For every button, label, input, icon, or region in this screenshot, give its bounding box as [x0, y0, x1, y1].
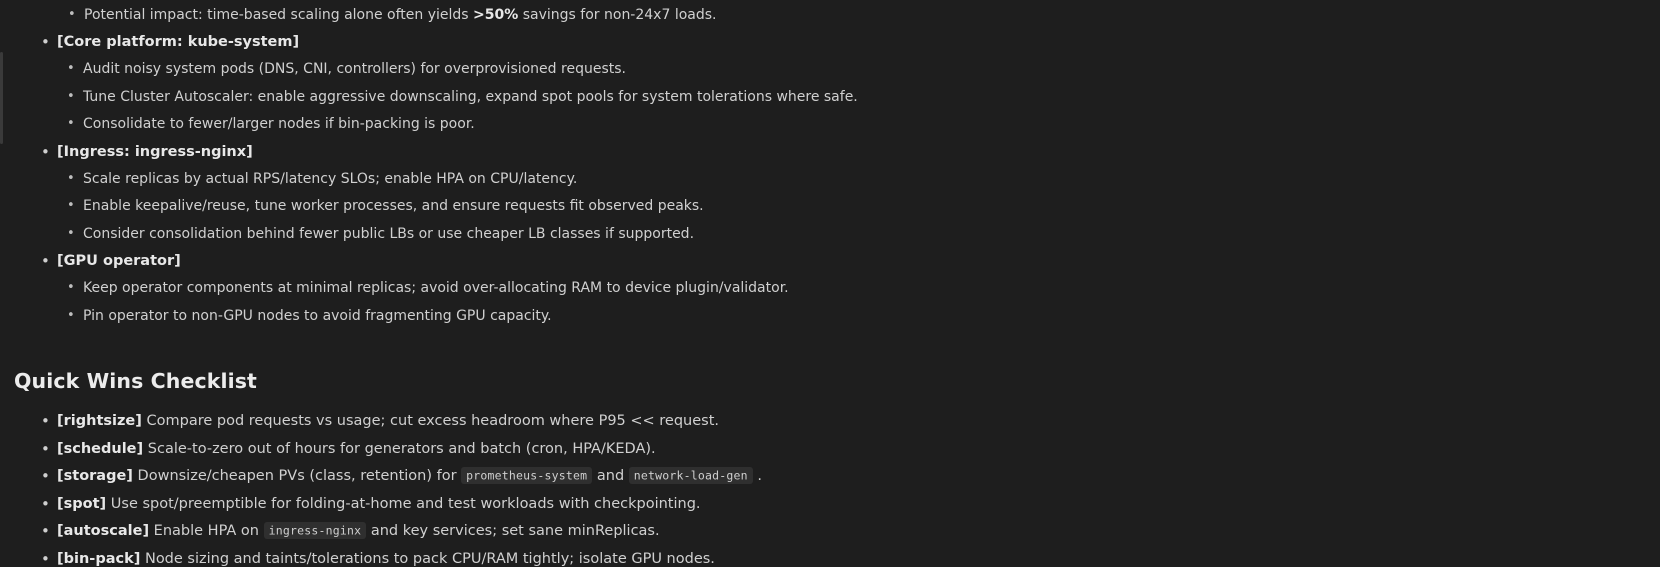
list-item [14, 411, 1660, 432]
checklist-item-label: [bin-pack] [57, 550, 141, 567]
list-item [57, 59, 1660, 80]
checklist-item-text: Enable HPA on ingress-nginx and key services; set sane minReplicas. [149, 523, 660, 540]
checklist-item-text: Compare pod requests vs usage; cut excess headroom where P95 << request. [141, 413, 720, 430]
group-label: [Ingress: ingress-nginx] [57, 143, 253, 160]
bullet-icon: • [41, 252, 50, 271]
checklist-item-label: [rightsize] [57, 413, 142, 430]
checklist-item-label: [autoscale] [57, 523, 150, 540]
list-item [14, 466, 1660, 487]
top-fragment-text [84, 7, 716, 23]
checklist-item-text: Downsize/cheapen PVs (class, retention) for prometheus-system and network-load-gen . [132, 468, 762, 485]
list-item [57, 114, 1660, 135]
bullet-icon: • [41, 142, 50, 161]
checklist-item-label: [schedule] [57, 440, 144, 457]
bullet-icon: • [41, 439, 50, 458]
bullet-icon: • [68, 7, 76, 22]
bullet-icon: • [67, 307, 75, 323]
bullet-icon: • [67, 225, 75, 241]
list-item [14, 494, 1660, 515]
title-spacer [14, 397, 1660, 411]
inline-code: ingress-nginx [264, 522, 367, 539]
list-item-text: Consolidate to fewer/larger nodes if bin-packing is poor. [83, 116, 475, 133]
list-item-text: Enable keepalive/reuse, tune worker processes, and ensure requests fit observed peaks. [83, 198, 704, 215]
checklist-item-text: Scale-to-zero out of hours for generators and batch (cron, HPA/KEDA). [143, 440, 656, 457]
top-fragment-line [14, 0, 1660, 25]
inline-code: prometheus-system [461, 467, 592, 484]
group-list [14, 32, 1660, 327]
list-item-text: Scale replicas by actual RPS/latency SLOs; enable HPA on CPU/latency. [83, 170, 578, 187]
checklist-item-text: Use spot/preemptible for folding-at-home and test workloads with checkpointing. [106, 495, 701, 512]
list-item-text: Pin operator to non-GPU nodes to avoid fragmenting GPU capacity. [83, 307, 552, 324]
scroll-indicator[interactable] [0, 52, 3, 144]
checklist-item-label: [storage] [57, 468, 133, 485]
list-item [14, 549, 1660, 567]
inline-code: network-load-gen [629, 467, 753, 484]
bullet-icon: • [41, 467, 50, 486]
list-item [57, 196, 1660, 217]
list-item [57, 224, 1660, 245]
section-spacer [14, 333, 1660, 367]
bullet-icon: • [67, 116, 75, 132]
group-item [14, 142, 1660, 245]
group-item [14, 251, 1660, 327]
top-fragment-prefix: Potential impact: time-based scaling alone often yields [84, 7, 474, 23]
bullet-icon: • [67, 280, 75, 296]
checklist-item-text: Node sizing and taints/tolerations to pack CPU/RAM tightly; isolate GPU nodes. [140, 550, 715, 567]
bullet-icon: • [41, 522, 50, 541]
list-item [57, 87, 1660, 108]
list-item [57, 278, 1660, 299]
group-label: [GPU operator] [57, 253, 181, 270]
bullet-icon: • [67, 198, 75, 214]
group-sub-list [57, 278, 1660, 327]
page-title: Quick Wins Checklist [14, 369, 257, 394]
bullet-icon: • [41, 412, 50, 431]
list-item [57, 169, 1660, 190]
bullet-icon: • [41, 549, 50, 567]
list-item-text: Tune Cluster Autoscaler: enable aggressive downscaling, expand spot pools for system tolerations where safe. [83, 88, 858, 105]
bullet-icon: • [67, 61, 75, 77]
bullet-icon: • [67, 170, 75, 186]
top-fragment-suffix: savings for non-24x7 loads. [518, 7, 717, 23]
group-label: [Core platform: kube-system] [57, 34, 300, 51]
bullet-icon: • [41, 33, 50, 52]
list-item-text: Consider consolidation behind fewer public LBs or use cheaper LB classes if supported. [83, 225, 695, 242]
list-item [14, 521, 1660, 542]
bullet-icon: • [41, 494, 50, 513]
top-fragment-bold: >50% [473, 7, 519, 23]
list-item [57, 306, 1660, 327]
group-sub-list [57, 59, 1660, 135]
list-item [14, 439, 1660, 460]
quick-wins-list [14, 411, 1660, 567]
list-item-text: Audit noisy system pods (DNS, CNI, controllers) for overprovisioned requests. [83, 61, 626, 78]
bullet-icon: • [67, 88, 75, 104]
list-item-text: Keep operator components at minimal replicas; avoid over-allocating RAM to device plugin/validator. [83, 280, 789, 297]
group-item [14, 32, 1660, 135]
checklist-item-label: [spot] [57, 495, 107, 512]
group-sub-list [57, 169, 1660, 245]
